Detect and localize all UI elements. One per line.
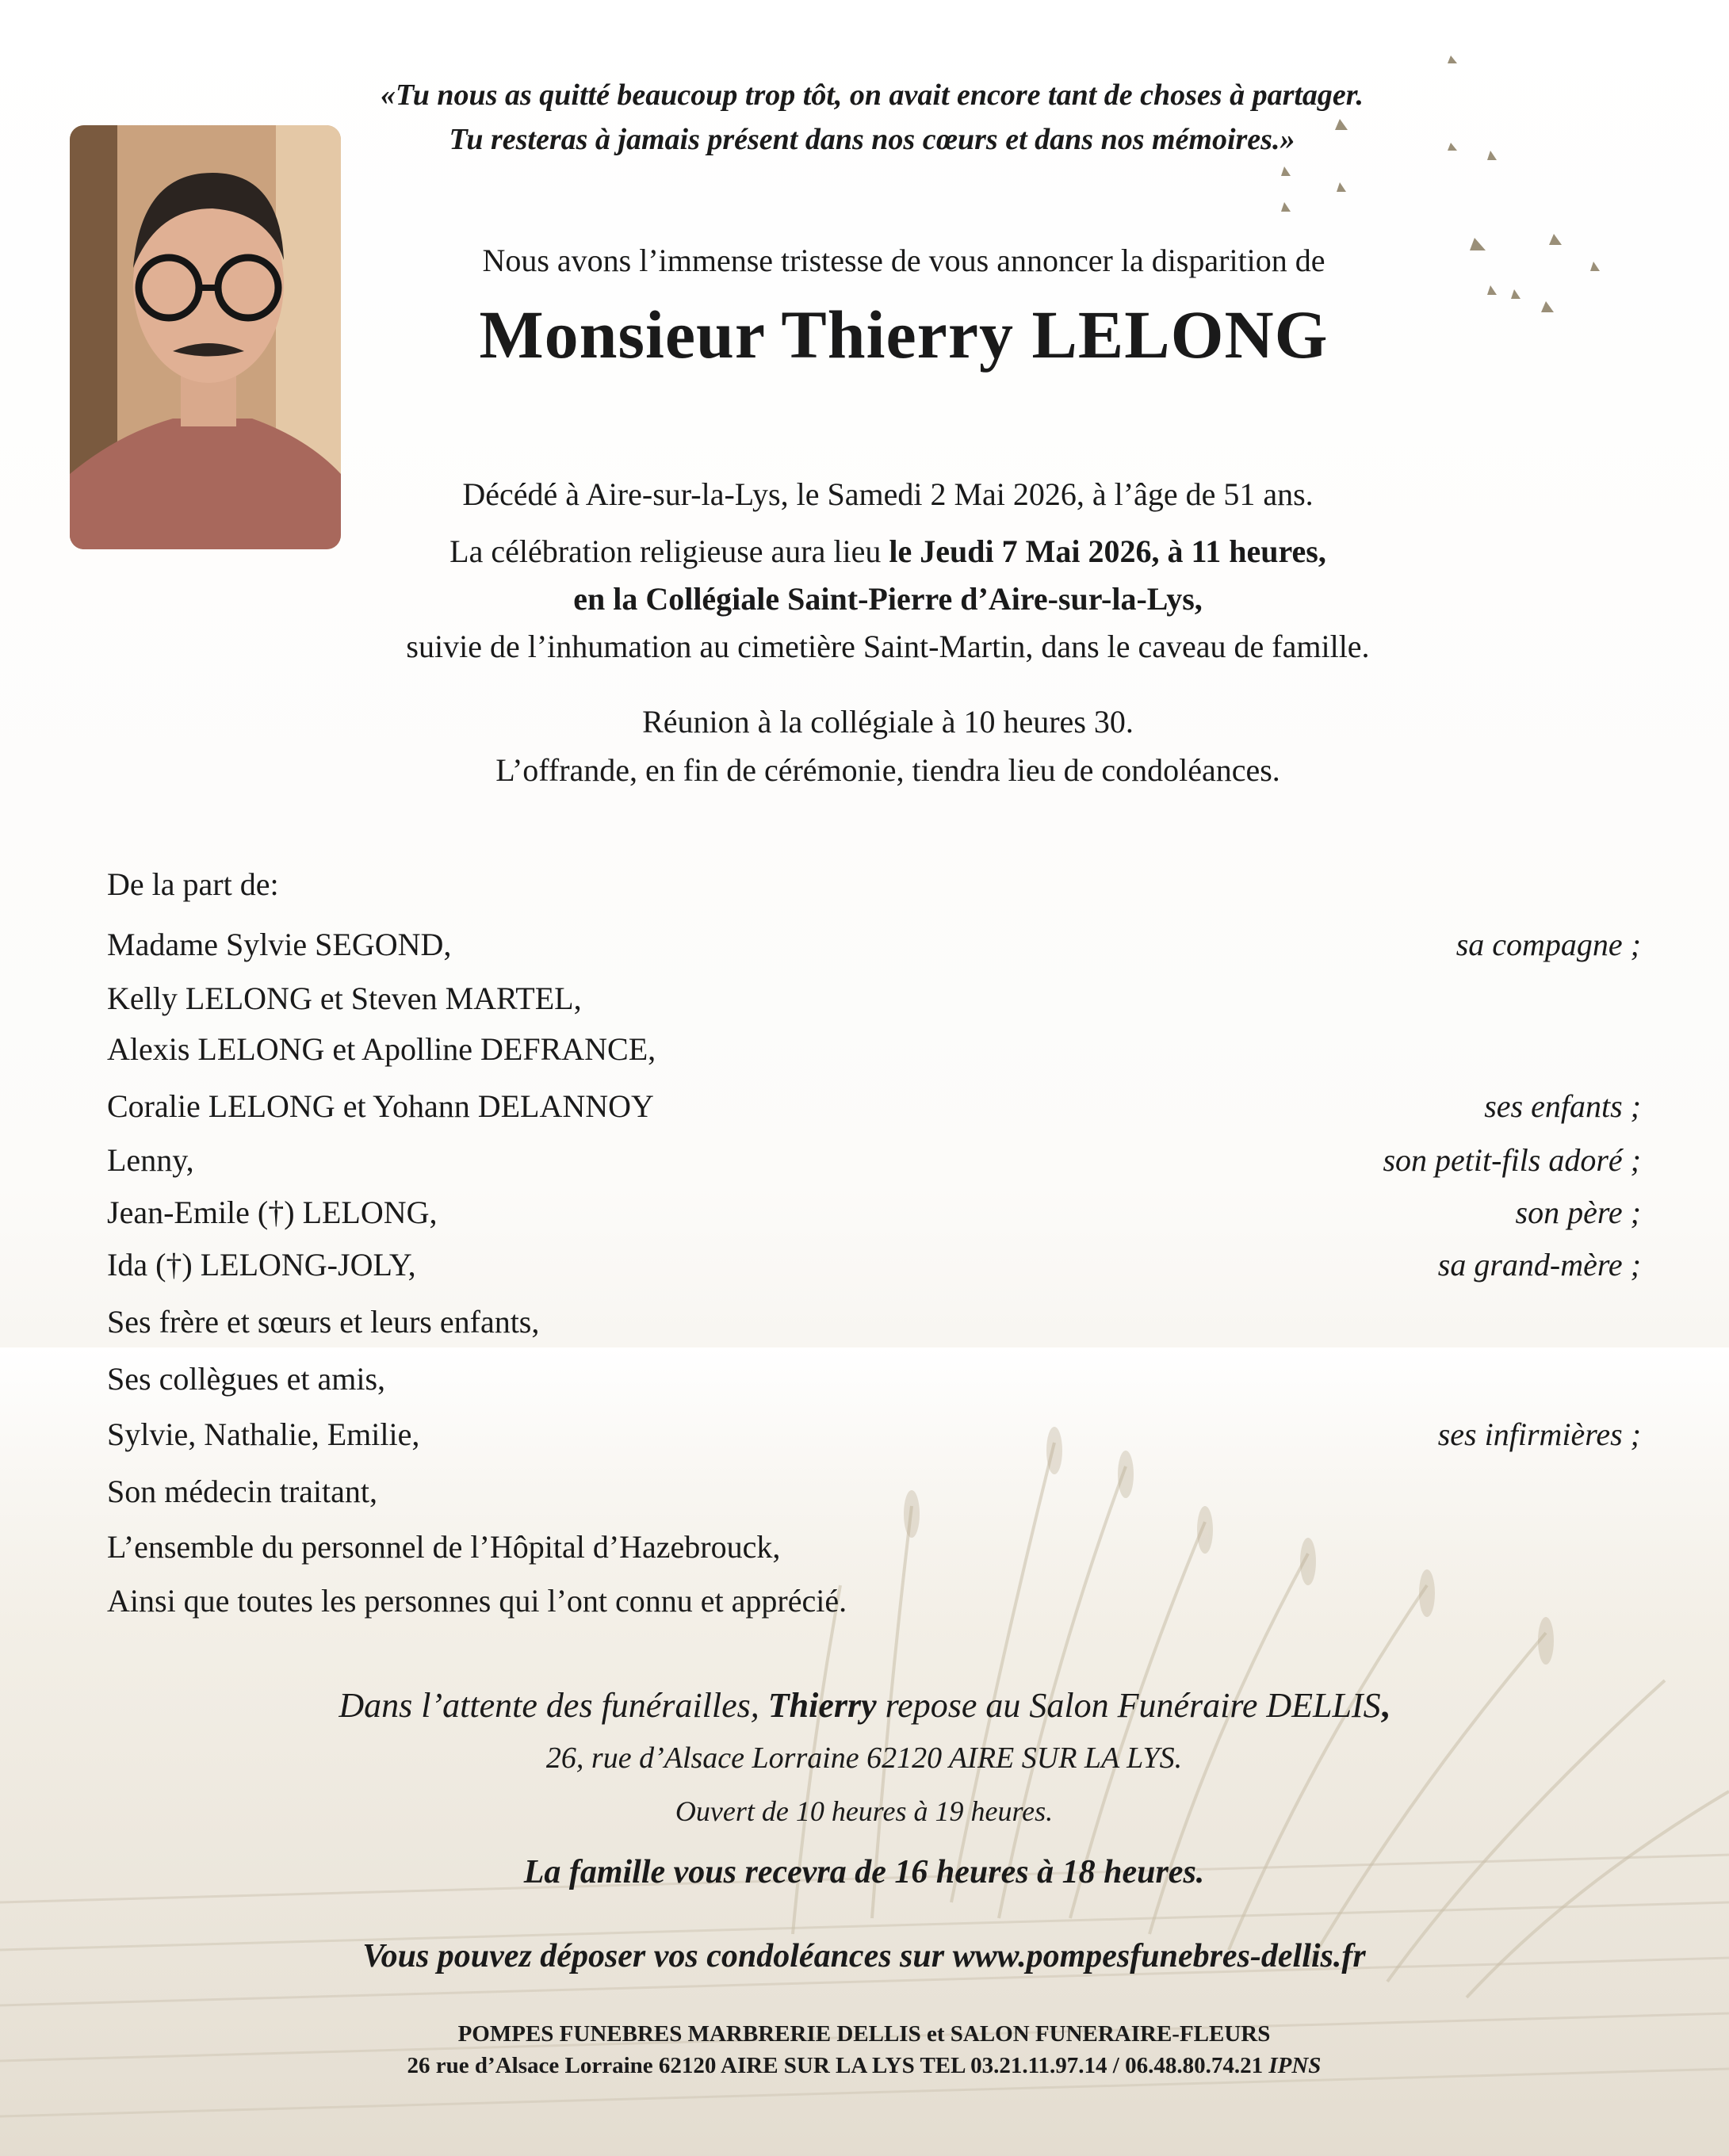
memorial-quote [238,73,1506,162]
ceremony-place: en la Collégiale Saint-Pierre d’Aire-sur-la-Lys, [573,581,1203,617]
family-member: Son médecin traitant, [107,1474,378,1509]
family-member: Ses collègues et amis, [107,1361,386,1397]
salon-name: Thierry [767,1686,877,1725]
family-row [107,1473,1641,1520]
salon-suffix: repose au Salon Funéraire DELLIS [876,1686,1381,1725]
family-row [107,980,1641,1027]
salon-prefix: Dans l’attente des funérailles, [339,1686,768,1725]
family-row [107,1088,1641,1135]
family-member: Ainsi que toutes les personnes qui l’ont connu et apprécié. [107,1583,847,1619]
footer-company: POMPES FUNEBRES MARBRERIE DELLIS et SALON FUNERAIRE-FLEURS [457,2021,1271,2047]
family-row [107,1194,1641,1241]
family-member: Coralie LELONG et Yohann DELANNOY [107,1088,654,1124]
family-member: Sylvie, Nathalie, Emilie, [107,1416,420,1452]
family-member: L’ensemble du personnel de l’Hôpital d’Hazebrouck, [107,1529,781,1565]
ceremony-date-time: le Jeudi 7 Mai 2026, à 11 heures, [889,533,1326,569]
family-row [107,1030,1641,1078]
family-member: Lenny, [107,1142,194,1178]
quote-line-2: Tu resteras à jamais présent dans nos cœurs et dans nos mémoires.» [449,123,1295,156]
quote-line-1: «Tu nous as quitté beaucoup trop tôt, on avait encore tant de choses à partager. [380,78,1364,112]
family-relation: sa compagne ; [1455,927,1641,962]
family-welcome: La famille vous recevra de 16 heures à 18 heures. [523,1854,1205,1890]
deceased-name: Monsieur Thierry LELONG [479,296,1329,373]
footer-address-text: 26 rue d’Alsace Lorraine 62120 AIRE SUR LA LYS TEL 03.21.11.97.14 / 06.48.80.74.21 [407,2053,1269,2078]
family-row [107,1360,1641,1408]
burial-line: suivie de l’inhumation au cimetière Saint-Martin, dans le caveau de famille. [406,629,1370,664]
family-member: Kelly LELONG et Steven MARTEL, [107,981,582,1016]
family-member: Alexis LELONG et Apolline DEFRANCE, [107,1031,656,1067]
offering-line: L’offrande, en fin de cérémonie, tiendra lieu de condoléances. [495,752,1280,788]
family-row [107,1528,1641,1576]
family-row [107,1303,1641,1351]
death-line: Décédé à Aire-sur-la-Lys, le Samedi 2 Mai 2026, à l’âge de 51 ans. [462,476,1314,512]
family-row [107,1246,1641,1294]
family-relation: son père ; [1515,1195,1641,1230]
condolences-line: Vous pouvez déposer vos condoléances sur www.pompesfunebres-dellis.fr [362,1938,1366,1974]
family-row [107,1582,1641,1630]
family-relation: son petit-fils adoré ; [1383,1142,1641,1178]
salon-hours: Ouvert de 10 heures à 19 heures. [675,1795,1054,1827]
ceremony-prefix: La célébration religieuse aura lieu [449,533,889,569]
footer-ipns: IPNS [1268,2053,1322,2078]
family-relation: sa grand-mère ; [1437,1247,1641,1283]
family-relation: ses enfants ; [1484,1088,1641,1124]
announcement-text: Nous avons l’immense tristesse de vous annoncer la disparition de [482,243,1325,278]
footer-address [159,2053,1570,2079]
family-member: Madame Sylvie SEGOND, [107,927,452,962]
salon-address: 26, rue d’Alsace Lorraine 62120 AIRE SUR LA LYS. [545,1741,1183,1775]
family-member: Ses frère et sœurs et leurs enfants, [107,1304,540,1340]
family-row [107,1141,1641,1189]
salon-comma: , [1380,1686,1390,1725]
family-member: Ida (†) LELONG-JOLY, [107,1247,416,1283]
family-row [107,926,1641,973]
family-row [107,1416,1641,1463]
family-member: Jean-Emile (†) LELONG, [107,1195,438,1230]
family-relation: ses infirmières ; [1437,1416,1641,1452]
family-label: De la part de: [107,866,279,902]
ceremony-line [238,533,1538,570]
meeting-line: Réunion à la collégiale à 10 heures 30. [642,704,1134,740]
salon-line [159,1685,1570,1726]
